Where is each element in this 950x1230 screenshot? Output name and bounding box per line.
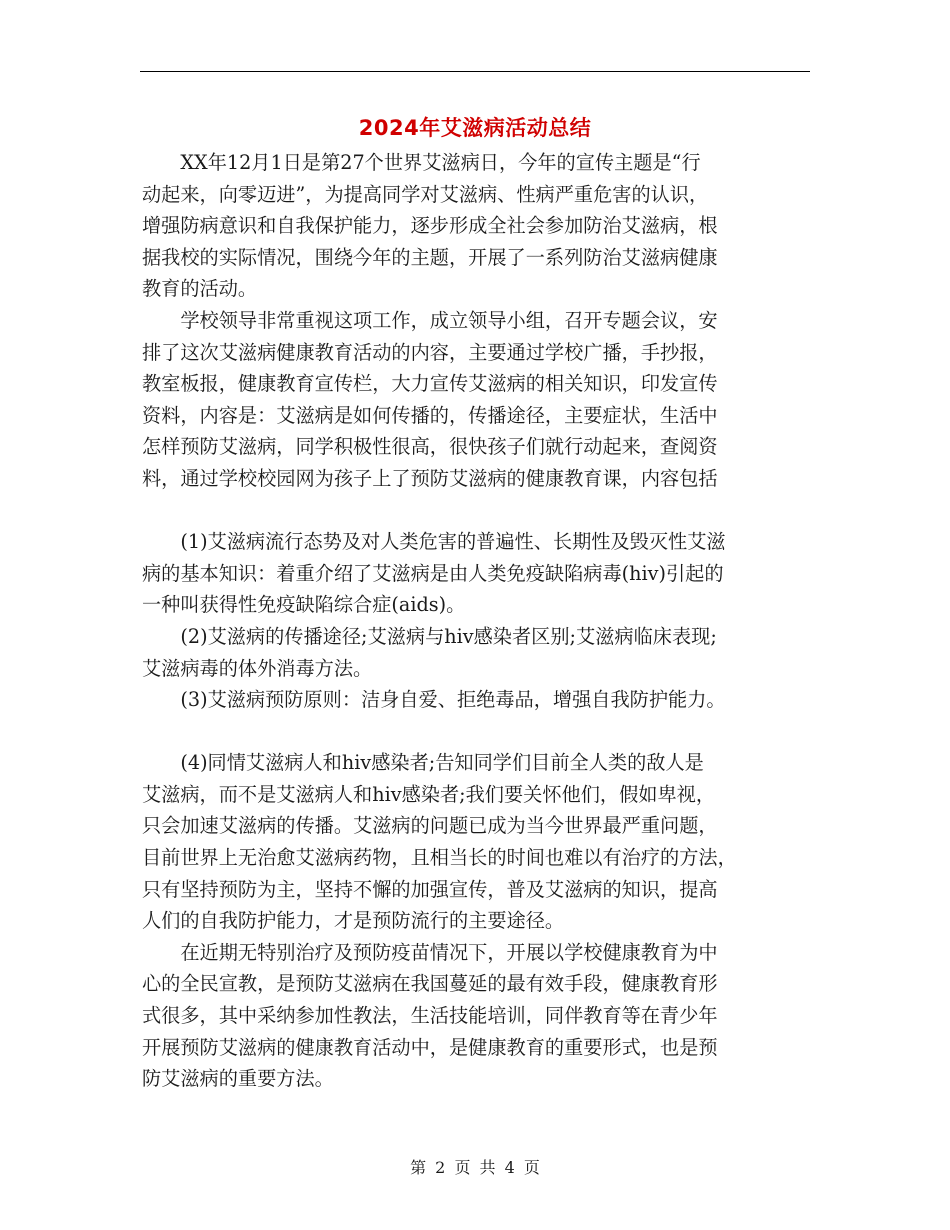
text-line: 式很多，其中采纳参加性教法，生活技能培训，同伴教育等在青少年 [142, 1004, 718, 1028]
paragraph-6 [142, 747, 810, 937]
text-line: 艾滋病，而不是艾滋病人和hiv感染者;我们要关怀他们，假如卑视， [142, 782, 716, 806]
text-line: 目前世界上无治愈艾滋病药物，且相当长的时间也难以有治疗的方法， [142, 846, 737, 870]
text-line: 防艾滋病的重要方法。 [142, 1067, 334, 1091]
text-line: 排了这次艾滋病健康教育活动的内容，主要通过学校广播，手抄报， [142, 340, 718, 364]
text-line: 学校领导非常重视这项工作，成立领导小组，召开专题会议，安 [142, 308, 718, 332]
text-line: (2)艾滋病的传播途径;艾滋病与hiv感染者区别;艾滋病临床表现; [142, 624, 717, 648]
text-line: 料，通过学校校园网为孩子上了预防艾滋病的健康教育课，内容包括 [142, 466, 718, 490]
text-line: (3)艾滋病预防原则：洁身自爱、拒绝毒品，增强自我防护能力。 [142, 688, 726, 712]
text-line: 病的基本知识：着重介绍了艾滋病是由人类免疫缺陷病毒(hiv)引起的 [142, 561, 724, 585]
text-line: (1)艾滋病流行态势及对人类危害的普遍性、长期性及毁灭性艾滋 [142, 530, 726, 554]
paragraph-3 [142, 526, 810, 621]
text-line: 只会加速艾滋病的传播。艾滋病的问题已成为当今世界最严重问题， [142, 814, 718, 838]
paragraph-5 [142, 684, 810, 716]
text-line: 在近期无特别治疗及预防疫苗情况下，开展以学校健康教育为中 [142, 940, 718, 964]
text-line: 动起来，向零迈进”，为提高同学对艾滋病、性病严重危害的认识， [142, 182, 709, 206]
paragraph-1 [142, 147, 810, 305]
text-line: 心的全民宣教，是预防艾滋病在我国蔓延的最有效手段，健康教育形 [142, 972, 718, 996]
text-line: 只有坚持预防为主，坚持不懈的加强宣传，普及艾滋病的知识，提高 [142, 877, 718, 901]
document-body [142, 147, 810, 1095]
header-rule [140, 71, 810, 72]
text-line: 怎样预防艾滋病，同学积极性很高，很快孩子们就行动起来，查阅资 [142, 435, 718, 459]
text-line: 一种叫获得性免疫缺陷综合症(aids)。 [142, 593, 466, 617]
text-line: 艾滋病毒的体外消毒方法。 [142, 656, 373, 680]
text-line: 开展预防艾滋病的健康教育活动中，是健康教育的重要形式，也是预 [142, 1035, 718, 1059]
text-line: 增强防病意识和自我保护能力，逐步形成全社会参加防治艾滋病，根 [142, 214, 718, 238]
paragraph-2 [142, 305, 810, 495]
page-number: 第 2 页 共 4 页 [410, 1158, 540, 1177]
text-line: (4)同情艾滋病人和hiv感染者;告知同学们目前全人类的敌人是 [142, 751, 704, 775]
paragraph-4 [142, 621, 810, 684]
document-title: 2024年艾滋病活动总结 [358, 116, 592, 140]
text-line: 教育的活动。 [142, 277, 258, 301]
text-line: 教室板报，健康教育宣传栏，大力宣传艾滋病的相关知识，印发宣传 [142, 372, 718, 396]
paragraph-gap [142, 495, 810, 527]
text-line: XX年12月1日是第27个世界艾滋病日，今年的宣传主题是“行 [142, 151, 701, 174]
text-line: 据我校的实际情况，围绕今年的主题，开展了一系列防治艾滋病健康 [142, 245, 718, 269]
paragraph-7 [142, 937, 810, 1095]
text-line: 资料，内容是：艾滋病是如何传播的，传播途径，主要症状，生活中 [142, 403, 718, 427]
paragraph-gap [142, 716, 810, 748]
text-line: 人们的自我防护能力，才是预防流行的主要途径。 [142, 909, 565, 933]
